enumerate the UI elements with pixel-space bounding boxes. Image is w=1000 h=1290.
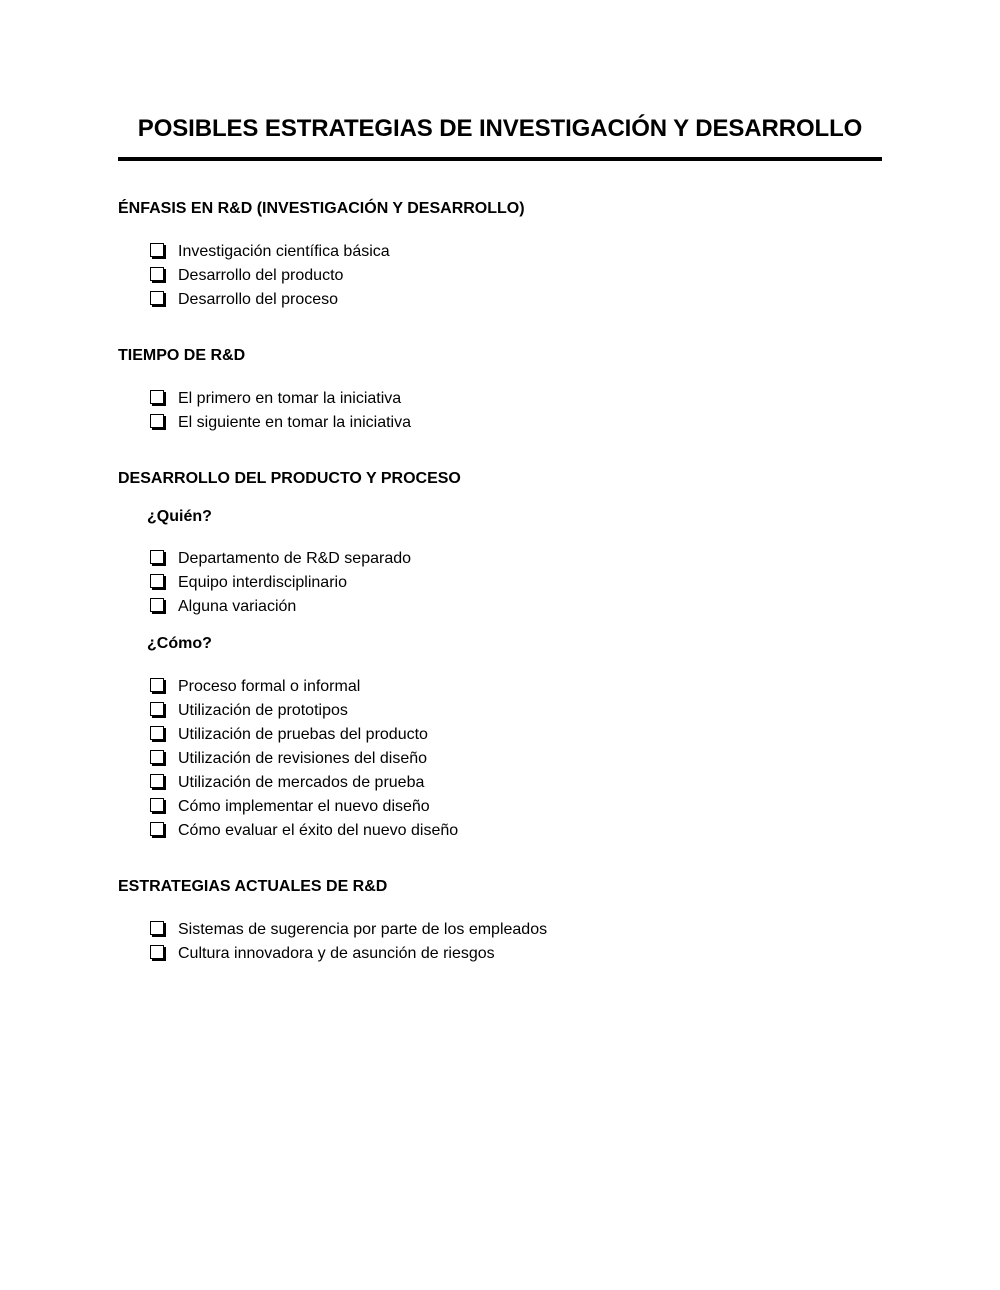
checkbox-icon[interactable]: [150, 798, 164, 812]
document-title: POSIBLES ESTRATEGIAS DE INVESTIGACIÓN Y DESARROLLO: [137, 115, 863, 142]
checklist-item[interactable]: [150, 675, 360, 699]
checkbox-icon[interactable]: [150, 678, 164, 692]
checkbox-icon[interactable]: [150, 414, 164, 428]
checklist-item[interactable]: [150, 795, 430, 819]
checkbox-icon[interactable]: [150, 921, 164, 935]
title-divider: [118, 157, 882, 161]
checklist-item[interactable]: [150, 240, 390, 264]
checkbox-icon[interactable]: [150, 390, 164, 404]
checklist-item-label: Sistemas de sugerencia por parte de los empleados: [178, 921, 548, 938]
subsection-heading-como: ¿Cómo?: [147, 635, 212, 652]
checklist-item-label: Cómo implementar el nuevo diseño: [178, 798, 430, 815]
checklist-item-label: Desarrollo del proceso: [178, 291, 339, 308]
checklist-item-label: El primero en tomar la iniciativa: [178, 390, 402, 407]
checklist-item[interactable]: [150, 571, 347, 595]
checklist-item-label: Cultura innovadora y de asunción de riesgos: [178, 945, 495, 962]
checklist-item[interactable]: [150, 595, 296, 619]
checkbox-icon[interactable]: [150, 598, 164, 612]
checklist-item[interactable]: [150, 288, 338, 312]
checkbox-icon[interactable]: [150, 726, 164, 740]
checklist-item[interactable]: [150, 771, 424, 795]
checklist-item-label: Investigación científica básica: [178, 243, 390, 260]
checkbox-icon[interactable]: [150, 822, 164, 836]
checkbox-icon[interactable]: [150, 267, 164, 281]
checklist-item-label: Equipo interdisciplinario: [178, 574, 347, 591]
checkbox-icon[interactable]: [150, 574, 164, 588]
checkbox-icon[interactable]: [150, 550, 164, 564]
checklist-item[interactable]: [150, 411, 411, 435]
checklist-item[interactable]: [150, 547, 411, 571]
checklist-item-label: Cómo evaluar el éxito del nuevo diseño: [178, 822, 459, 839]
checklist-item[interactable]: [150, 942, 495, 966]
checklist-item-label: El siguiente en tomar la iniciativa: [178, 414, 412, 431]
checklist-item[interactable]: [150, 918, 547, 942]
checkbox-icon[interactable]: [150, 702, 164, 716]
checklist-item-label: Utilización de mercados de prueba: [178, 774, 425, 791]
section-heading-tiempo: TIEMPO DE R&D: [118, 347, 246, 364]
checkbox-icon[interactable]: [150, 750, 164, 764]
checklist-item[interactable]: [150, 387, 401, 411]
checklist-item-label: Utilización de revisiones del diseño: [178, 750, 428, 767]
checklist-item-label: Desarrollo del producto: [178, 267, 344, 284]
checkbox-icon[interactable]: [150, 243, 164, 257]
section-heading-estrategias-actuales: ESTRATEGIAS ACTUALES DE R&D: [118, 878, 388, 895]
checklist-item[interactable]: [150, 699, 348, 723]
checklist-item[interactable]: [150, 723, 428, 747]
section-heading-desarrollo: DESARROLLO DEL PRODUCTO Y PROCESO: [118, 470, 461, 487]
checklist-item-label: Departamento de R&D separado: [178, 550, 412, 567]
checkbox-icon[interactable]: [150, 945, 164, 959]
checklist-item-label: Utilización de prototipos: [178, 702, 348, 719]
subsection-heading-quien: ¿Quién?: [147, 508, 212, 525]
checklist-item[interactable]: [150, 264, 343, 288]
checkbox-icon[interactable]: [150, 774, 164, 788]
checkbox-icon[interactable]: [150, 291, 164, 305]
section-heading-enfasis: ÉNFASIS EN R&D (INVESTIGACIÓN Y DESARROLLO): [118, 200, 525, 217]
checklist-item[interactable]: [150, 747, 427, 771]
checklist-item-label: Alguna variación: [178, 598, 297, 615]
checklist-item-label: Utilización de pruebas del producto: [178, 726, 428, 743]
checklist-item[interactable]: [150, 819, 458, 843]
checklist-item-label: Proceso formal o informal: [178, 678, 361, 695]
